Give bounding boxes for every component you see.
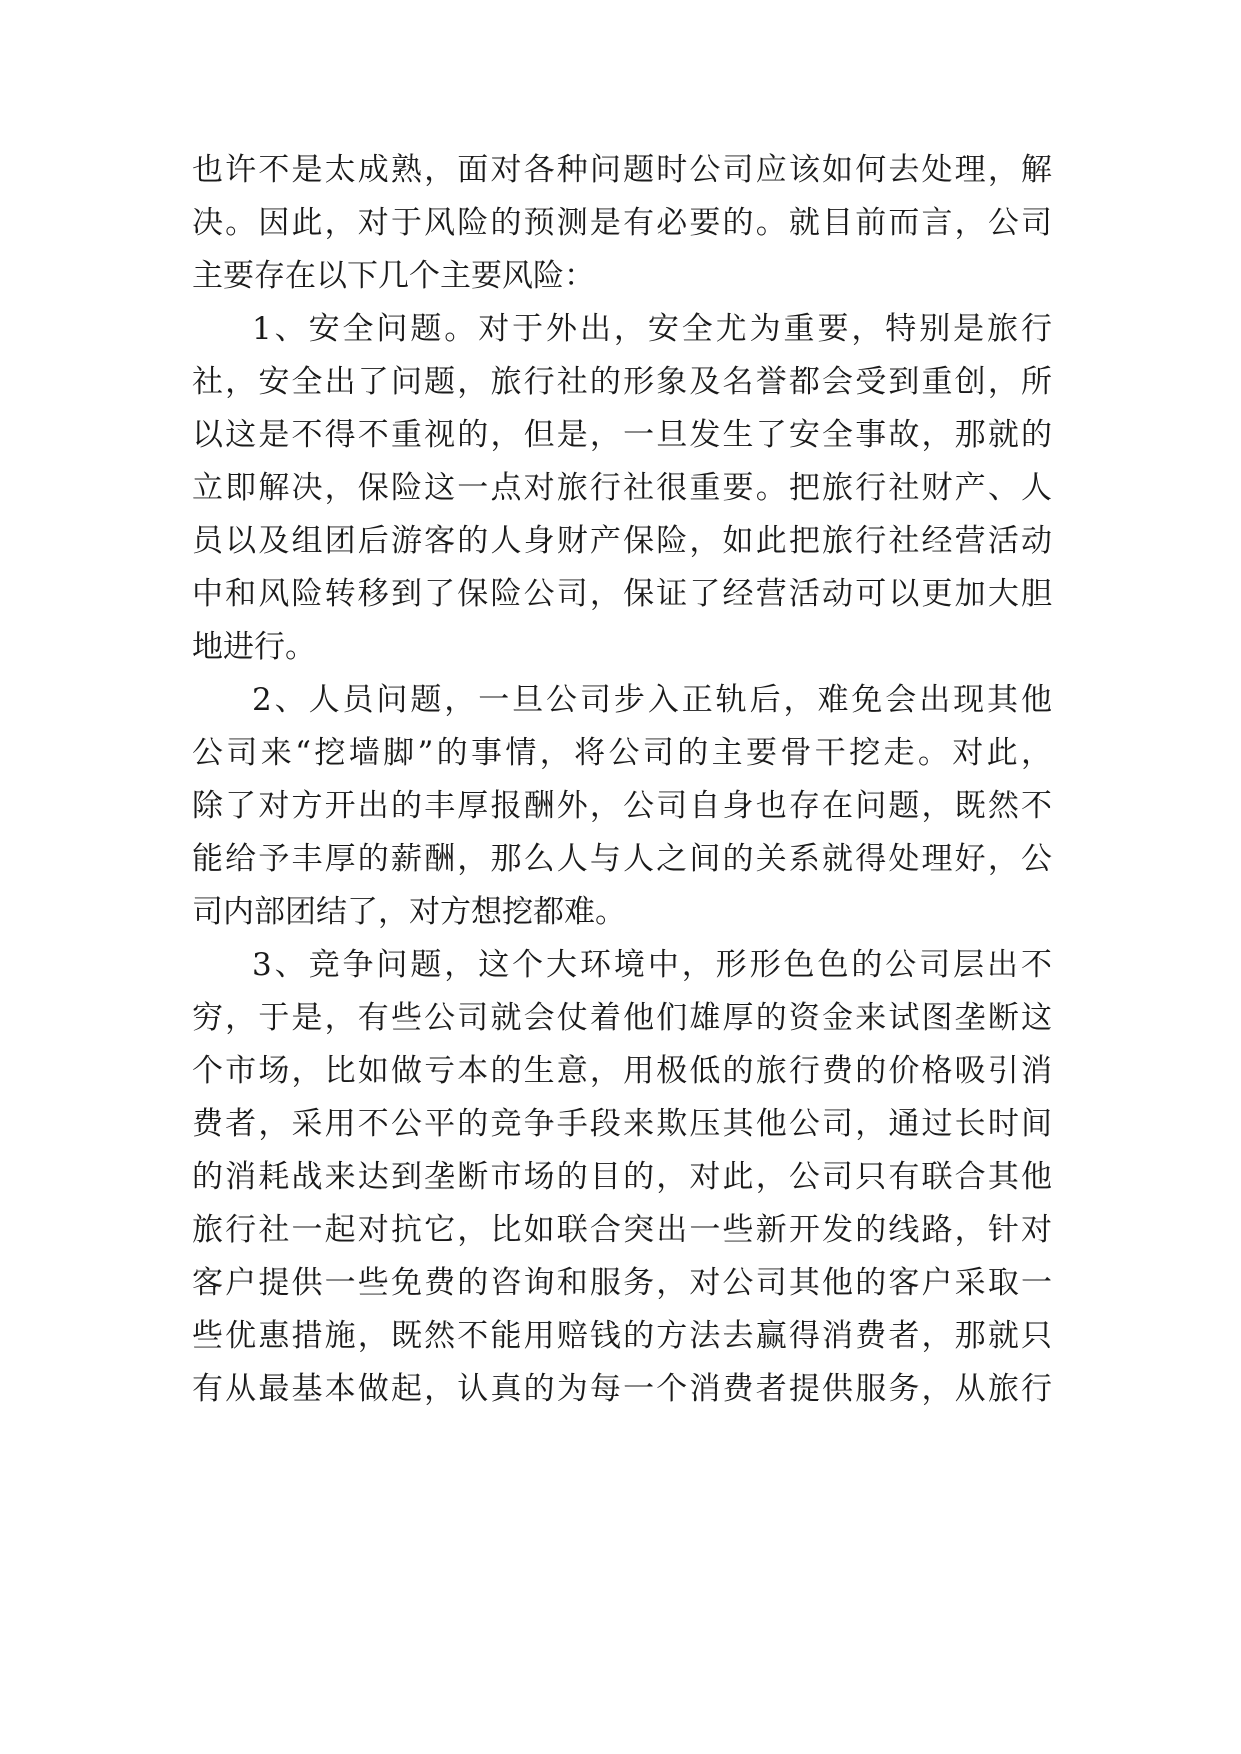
text-line: 立即解决，保险这一点对旅行社很重要。把旅行社财产、人 [192,470,1052,506]
text-line: 地进行。 [192,629,316,665]
text-line: 能给予丰厚的薪酬，那么人与人之间的关系就得处理好，公 [192,841,1052,877]
text-line: 1、安全问题。对于外出，安全尤为重要，特别是旅行 [252,311,1052,347]
text-line: 的消耗战来达到垄断市场的目的，对此，公司只有联合其他 [192,1159,1052,1195]
text-line: 公司来“挖墙脚”的事情，将公司的主要骨干挖走。对此， [192,735,1052,771]
text-line: 以这是不得不重视的，但是，一旦发生了安全事故，那就的 [192,417,1052,453]
text-line: 旅行社一起对抗它，比如联合突出一些新开发的线路，针对 [192,1212,1052,1248]
text-line: 决。因此，对于风险的预测是有必要的。就目前而言，公司 [192,205,1052,241]
text-line: 也许不是太成熟，面对各种问题时公司应该如何去处理，解 [192,152,1052,188]
text-line: 穷，于是，有些公司就会仗着他们雄厚的资金来试图垄断这 [192,1000,1052,1036]
text-line: 2、人员问题，一旦公司步入正轨后，难免会出现其他 [252,682,1052,718]
text-line: 些优惠措施，既然不能用赔钱的方法去赢得消费者，那就只 [192,1318,1052,1354]
text-line: 除了对方开出的丰厚报酬外，公司自身也存在问题，既然不 [192,788,1052,824]
text-line: 中和风险转移到了保险公司，保证了经营活动可以更加大胆 [192,576,1052,612]
text-line: 主要存在以下几个主要风险： [192,258,595,294]
text-line: 费者，采用不公平的竞争手段来欺压其他公司，通过长时间 [192,1106,1052,1142]
text-line: 客户提供一些免费的咨询和服务，对公司其他的客户采取一 [192,1265,1052,1301]
text-line: 3、竞争问题，这个大环境中，形形色色的公司层出不 [252,947,1052,983]
text-line: 司内部团结了，对方想挖都难。 [192,894,626,930]
text-line: 有从最基本做起，认真的为每一个消费者提供服务，从旅行 [192,1371,1052,1407]
text-line: 个市场，比如做亏本的生意，用极低的旅行费的价格吸引消 [192,1053,1052,1089]
text-line: 社，安全出了问题，旅行社的形象及名誉都会受到重创，所 [192,364,1052,400]
text-line: 员以及组团后游客的人身财产保险，如此把旅行社经营活动 [192,523,1052,559]
